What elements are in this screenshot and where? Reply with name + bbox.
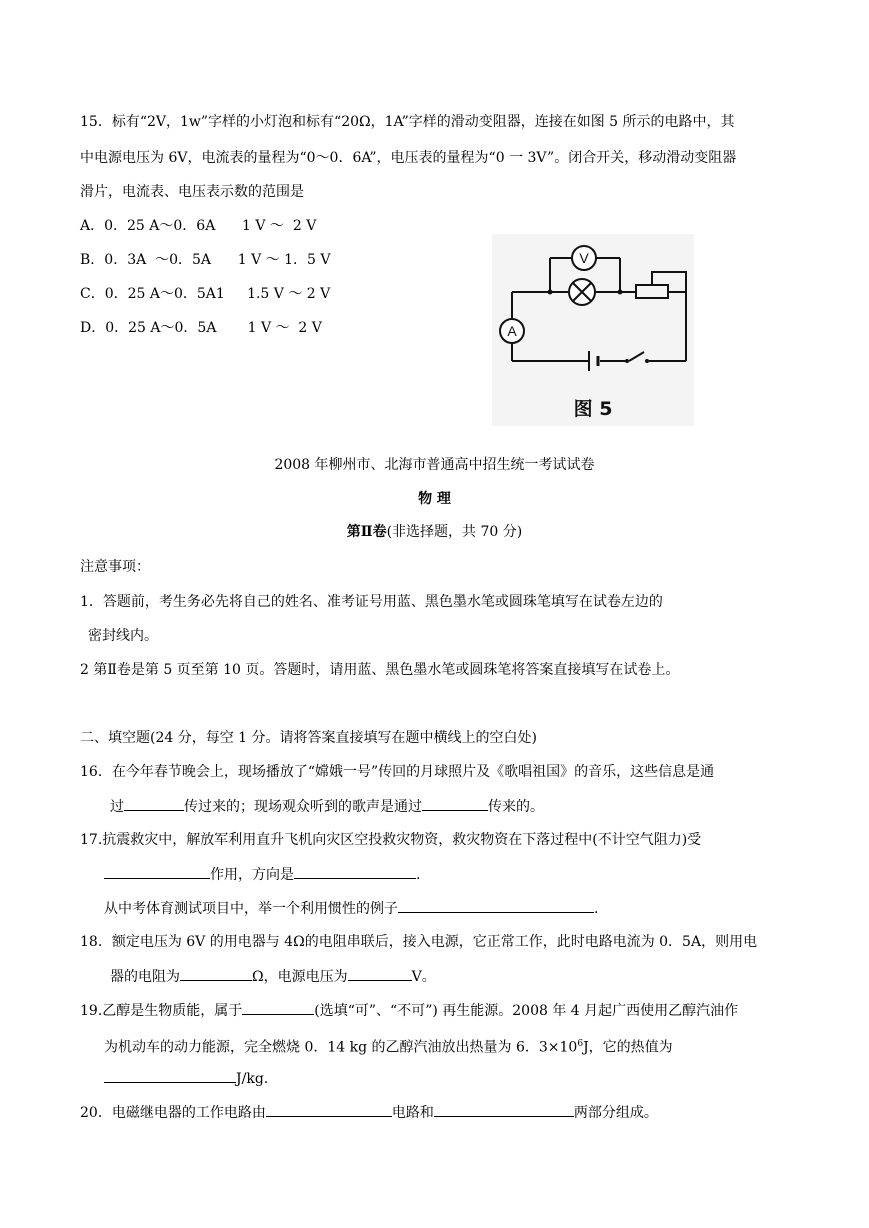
ammeter-label: A	[507, 323, 517, 339]
exam-title: 2008 年柳州市、北海市普通高中招生统一考试试卷	[274, 457, 595, 473]
q19-line-1: 19.乙醇是生物质能，属于 (选填“可”、“不可”) 再生能源。2008 年 4 月起广西使用乙醇汽油作	[80, 1000, 738, 1021]
q18-blank-2[interactable]	[348, 966, 412, 981]
q15-option-c: C．0．25 A～0．5A1 1.5 V ～ 2 V	[80, 286, 331, 302]
q15-option-b: B．0．3A ～0．5A 1 V ～ 1．5 V	[80, 252, 331, 268]
q19-line-3: J/kg.	[104, 1068, 268, 1089]
notes-item-2: 2 第Ⅱ卷是第 5 页至第 10 页。答题时，请用蓝、黑色墨水笔或圆珠笔将答案直接填写在试卷上。	[80, 662, 680, 678]
q20-blank-2[interactable]	[434, 1102, 574, 1117]
notes-item-1: 1．答题前，考生务必先将自己的姓名、准考证号用蓝、黑色墨水笔或圆珠笔填写在试卷左边的	[80, 594, 663, 610]
q19-line-2: 为机动车的动力能源，完全燃烧 0．14 kg 的乙醇汽油放出热量为 6．$3\times 10^6J$，它的热值为	[104, 1039, 673, 1056]
q18-line-1: 18．额定电压为 6V 的用电器与 4Ω的电阻串联后，接入电源，它正常工作，此时电路电流为 0．5A，则用电	[80, 934, 758, 950]
part-heading	[0, 522, 869, 542]
section-2-title: 二、填空题(24 分，每空 1 分。请将答案直接填写在题中横线上的空白处)	[80, 730, 537, 746]
lamp-symbol	[569, 279, 595, 305]
q15-line-2: 中电源电压为 6V，电流表的量程为“0～0．6A”，电压表的量程为“0 一 3V”。闭合开关，移动滑动变阻器	[80, 150, 737, 166]
q16-line-1: 16．在今年春节晚会上，现场播放了“嫦娥一号”传回的月球照片及《歌唱祖国》的音乐，这些信息是通	[80, 764, 715, 780]
q16-blank-1[interactable]	[124, 796, 184, 811]
q19-blank-1[interactable]	[242, 1000, 314, 1015]
q17-line-2: 作用，方向是 .	[104, 864, 420, 885]
q16-blank-2[interactable]	[422, 796, 488, 811]
subject-title: 物 理	[418, 491, 451, 507]
part-note: (非选择题，共 70 分)	[386, 524, 523, 540]
ammeter-symbol	[500, 319, 524, 343]
circuit-figure	[492, 234, 694, 426]
q15-option-a: A．0．25 A～0．6A 1 V ～ 2 V	[80, 218, 317, 234]
circuit-diagram	[492, 234, 694, 426]
q17-blank-2[interactable]	[294, 864, 416, 879]
q15-line-3: 滑片，电流表、电压表示数的范围是	[80, 184, 304, 200]
q18-line-2: 器的电阻为 Ω，电源电压为 V。	[110, 966, 436, 987]
q20-blank-1[interactable]	[266, 1102, 392, 1117]
figure-caption: 图 5	[573, 398, 613, 420]
part-label: 第Ⅱ卷	[346, 524, 387, 540]
q16-line-2: 过 传过来的；现场观众听到的歌声是通过 传来的。	[110, 796, 544, 817]
q18-blank-1[interactable]	[180, 966, 252, 981]
q15-option-d: D．0．25 A～0．5A 1 V ～ 2 V	[80, 320, 322, 336]
q19-blank-2[interactable]	[104, 1068, 236, 1083]
q20-line-1: 20．电磁继电器的工作电路由 电路和 两部分组成。	[80, 1102, 658, 1123]
notes-title: 注意事项：	[80, 559, 150, 575]
q17-line-1: 17.抗震救灾中，解放军利用直升飞机向灾区空投救灾物资，救灾物资在下落过程中(不计空气阻力)受	[80, 832, 702, 848]
notes-item-1-cont: 密封线内。	[88, 628, 158, 644]
q15-line-1: 15．标有“2V，1w”字样的小灯泡和标有“20Ω，1A”字样的滑动变阻器，连接在如图 5 所示的电路中，其	[80, 114, 735, 130]
q17-blank-1[interactable]	[104, 864, 210, 879]
q17-line-3: 从中考体育测试项目中，举一个利用惯性的例子 .	[104, 898, 598, 919]
voltmeter-symbol	[572, 246, 596, 270]
voltmeter-label: V	[579, 250, 589, 266]
q17-blank-3[interactable]	[398, 898, 594, 913]
